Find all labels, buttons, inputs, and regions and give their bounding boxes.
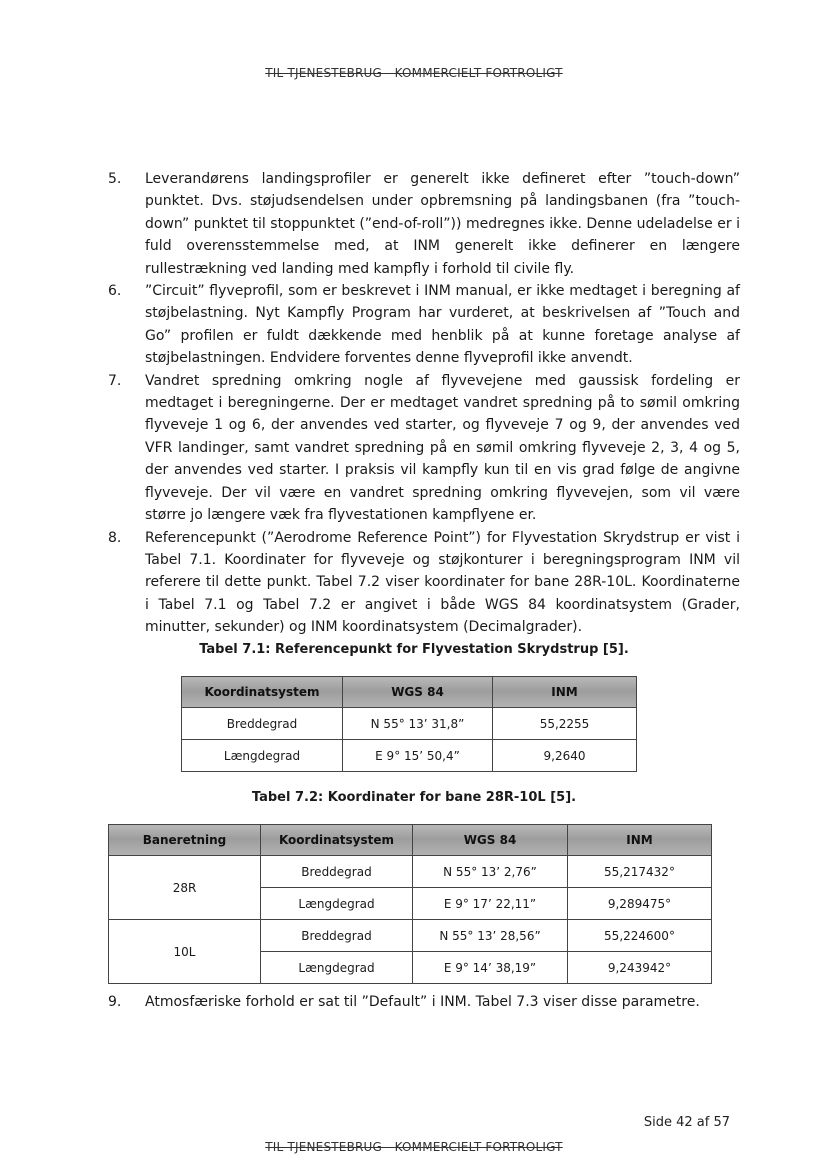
table-cell: 55,217432° — [568, 856, 712, 888]
numbered-list — [108, 168, 740, 639]
page-number: Side 42 af 57 — [643, 1115, 730, 1130]
list-text: Vandret spredning omkring nogle af flyvevejene med gaussisk fordeling er medtaget i beregningerne. Der er medtaget vandret spredning på to sømil omkring flyveveje 1 og 6, der anvendes ved starter, og flyveveje 7 og 9, der anvendes ved VFR landinger, samt vandret spredning på en sømil omkring flyveveje 2, 3, 4 og 5, der anvendes ved starter. I praksis vil kampfly kun til en vis grad følge de angivne flyveveje. Der vil være en vandret spredning omkring flyvevejen, som vil være større jo længere væk fra flyvestationen kampflyene er. — [145, 372, 740, 524]
table2-caption: Tabel 7.2: Koordinater for bane 28R-10L [5]. — [251, 790, 577, 805]
page-header: TIL TJENESTEBRUG - KOMMERCIELT FORTROLIGT — [265, 66, 563, 80]
table-header-row — [109, 825, 712, 856]
table-row — [182, 708, 637, 740]
table-cell: Længdegrad — [182, 740, 343, 772]
table-cell: 55,2255 — [493, 708, 637, 740]
numbered-list-continued — [108, 991, 740, 1013]
table-cell: Længdegrad — [261, 888, 413, 920]
list-item — [108, 370, 740, 527]
table1-caption: Tabel 7.1: Referencepunkt for Flyvestation Skrydstrup [5]. — [199, 642, 629, 657]
table-cell: 9,289475° — [568, 888, 712, 920]
list-text: Atmosfæriske forhold er sat til ”Default” i INM. Tabel 7.3 viser disse parametre. — [145, 994, 700, 1010]
table-cell: N 55° 13’ 28,56” — [413, 920, 568, 952]
table-cell: Længdegrad — [261, 952, 413, 984]
list-item — [108, 168, 740, 280]
page-footer: TIL TJENESTEBRUG - KOMMERCIELT FORTROLIGT — [265, 1140, 563, 1154]
table-cell: E 9° 17’ 22,11” — [413, 888, 568, 920]
reference-point-table — [181, 676, 637, 772]
table-row — [182, 740, 637, 772]
list-text: ”Circuit” flyveprofil, som er beskrevet i INM manual, er ikke medtaget i beregning af støjbelastning. Nyt Kampfly Program har vurderet, at beskrivelsen af ”Touch and Go” profilen er fuldt dækkende med henblik på at kunne foretage analyse af støjbelastningen. Endvidere forventes denne flyveprofil ikke anvendt. — [145, 283, 740, 367]
table-cell: Breddegrad — [182, 708, 343, 740]
col-header: INM — [568, 825, 712, 856]
table-cell: E 9° 14’ 38,19” — [413, 952, 568, 984]
runway-cell: 10L — [109, 920, 261, 984]
table-cell: Breddegrad — [261, 856, 413, 888]
col-header: Koordinatsystem — [261, 825, 413, 856]
table-cell: N 55° 13’ 2,76” — [413, 856, 568, 888]
list-number: 6. — [108, 283, 122, 300]
list-number: 9. — [108, 994, 122, 1010]
col-header: Koordinatsystem — [182, 677, 343, 708]
list-item — [108, 527, 740, 639]
list-number: 5. — [108, 171, 122, 187]
col-header: INM — [493, 677, 637, 708]
runway-coordinates-table — [108, 824, 712, 984]
runway-cell: 28R — [109, 856, 261, 920]
col-header: WGS 84 — [343, 677, 493, 708]
table-cell: N 55° 13’ 31,8” — [343, 708, 493, 740]
table-cell: 55,224600° — [568, 920, 712, 952]
table-cell: E 9° 15’ 50,4” — [343, 740, 493, 772]
table-row — [109, 920, 712, 952]
col-header: Baneretning — [109, 825, 261, 856]
table-cell: 9,243942° — [568, 952, 712, 984]
table-row — [109, 856, 712, 888]
table-header-row — [182, 677, 637, 708]
list-number: 8. — [108, 529, 122, 546]
table-cell: Breddegrad — [261, 920, 413, 952]
col-header: WGS 84 — [413, 825, 568, 856]
list-item — [108, 280, 740, 370]
list-text: Referencepunkt (”Aerodrome Reference Point”) for Flyvestation Skrydstrup er vist i Tabel 7.1. Koordinater for flyveveje og støjkonturer i beregningsprogram INM vil referere til dette punkt. Tabel 7.2 viser koordinater for bane 28R-10L. Koordinaterne i Tabel 7.1 og Tabel 7.2 er angivet i både WGS 84 koordinatsystem (Grader, minutter, sekunder) og INM koordinatsystem (Decimalgrader). — [145, 529, 740, 636]
list-number: 7. — [108, 372, 122, 389]
table-cell: 9,2640 — [493, 740, 637, 772]
list-item — [108, 991, 740, 1013]
list-text: Leverandørens landingsprofiler er generelt ikke defineret efter ”touch-down” punktet. Dvs. støjudsendelsen under opbremsning på landingsbanen (fra ”touch-down” punktet til stoppunktet (”end-of-roll”)) medregnes ikke. Denne udeladelse er i fuld overensstemmelse med, at INM generelt ikke definerer en længere rullestrækning ved landing med kampfly i forhold til civile fly. — [145, 171, 740, 277]
